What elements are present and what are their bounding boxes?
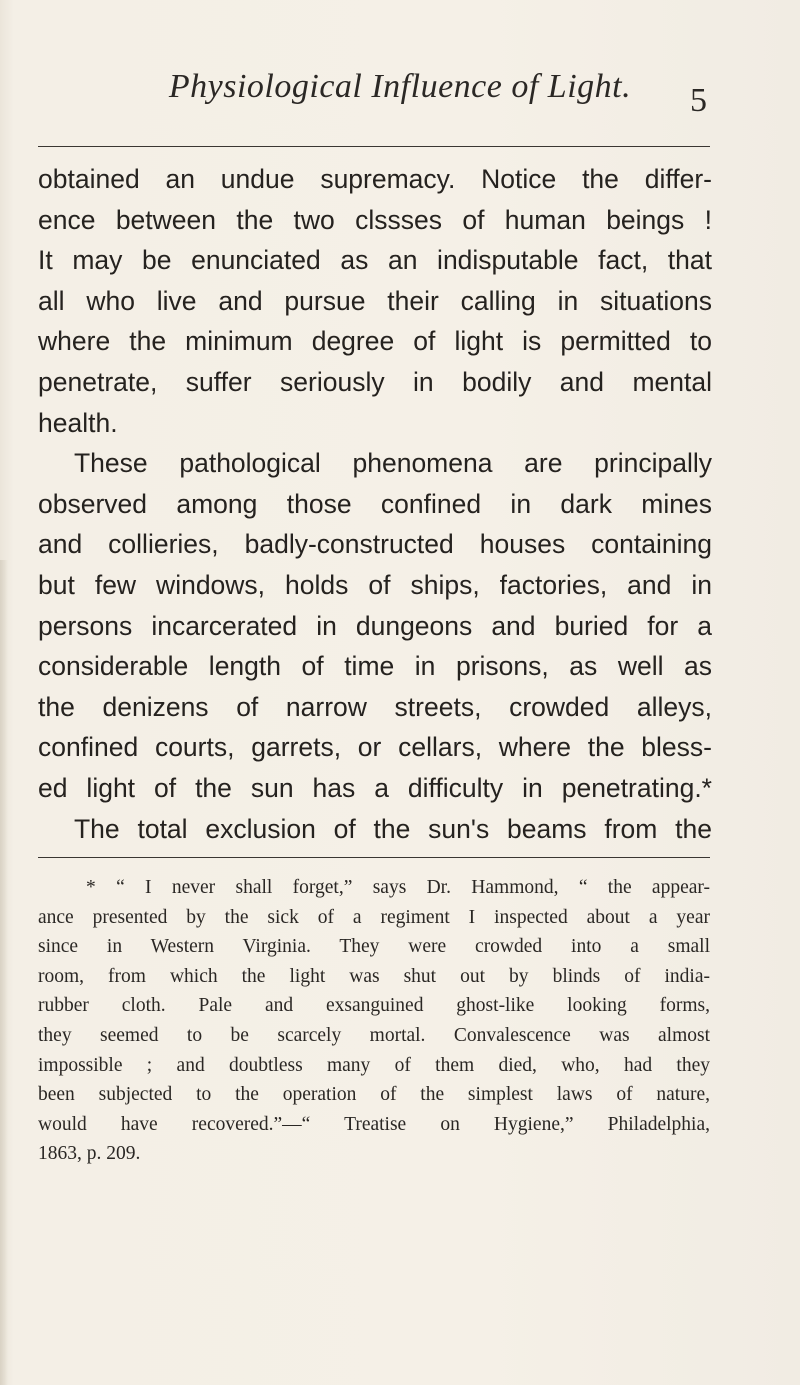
footnote-line: ance presented by the sick of a regiment I inspected about a year [38, 906, 710, 928]
body-line: all who live and pursue their calling in situations [38, 285, 712, 316]
body-text [38, 159, 712, 849]
footnote-line: 1863, p. 209. [38, 1143, 141, 1165]
body-line: ence between the two clssses of human beings ! [38, 204, 712, 235]
body-line: penetrate, suffer seriously in bodily and mental [38, 366, 712, 397]
footnote [38, 873, 710, 1169]
body-line: health. [38, 407, 118, 438]
body-line: the denizens of narrow streets, crowded alleys, [38, 691, 712, 722]
footnote-line: rubber cloth. Pale and exsanguined ghost-like looking forms, [38, 995, 710, 1017]
body-line: These pathological phenomena are principally [74, 448, 712, 479]
body-line: confined courts, garrets, or cellars, where the bless- [38, 732, 712, 763]
page-number: 5 [690, 82, 707, 119]
footnote-line: since in Western Virginia. They were crowded into a small [38, 936, 710, 958]
header-rule [38, 146, 710, 147]
footnote-line: room, from which the light was shut out by blinds of india- [38, 965, 710, 987]
page-edge-shadow [0, 560, 8, 1385]
footnote-line: they seemed to be scarcely mortal. Convalescence was almost [38, 1024, 710, 1046]
body-line: ed light of the sun has a difficulty in penetrating.* [38, 772, 712, 803]
footnote-line: impossible ; and doubtless many of them died, who, had they [38, 1054, 710, 1076]
footnote-line: been subjected to the operation of the simplest laws of nature, [38, 1084, 710, 1106]
body-line: observed among those confined in dark mines [38, 488, 712, 519]
body-line: but few windows, holds of ships, factories, and in [38, 569, 712, 600]
body-line: obtained an undue supremacy. Notice the differ- [38, 164, 712, 194]
body-line: The total exclusion of the sun's beams from the [74, 813, 712, 844]
body-line: where the minimum degree of light is permitted to [38, 326, 712, 357]
running-title: Physiological Influence of Light. [168, 68, 632, 105]
body-line: It may be enunciated as an indisputable fact, that [38, 245, 712, 276]
body-line: considerable length of time in prisons, as well as [38, 651, 712, 682]
body-line: persons incarcerated in dungeons and buried for a [38, 610, 712, 641]
footnote-line: would have recovered.”—“ Treatise on Hygiene,” Philadelphia, [38, 1113, 710, 1135]
body-line: and collieries, badly-constructed houses containing [38, 529, 712, 560]
footnote-line: * “ I never shall forget,” says Dr. Hammond, “ the appear- [86, 877, 710, 898]
footnote-rule [38, 857, 710, 858]
